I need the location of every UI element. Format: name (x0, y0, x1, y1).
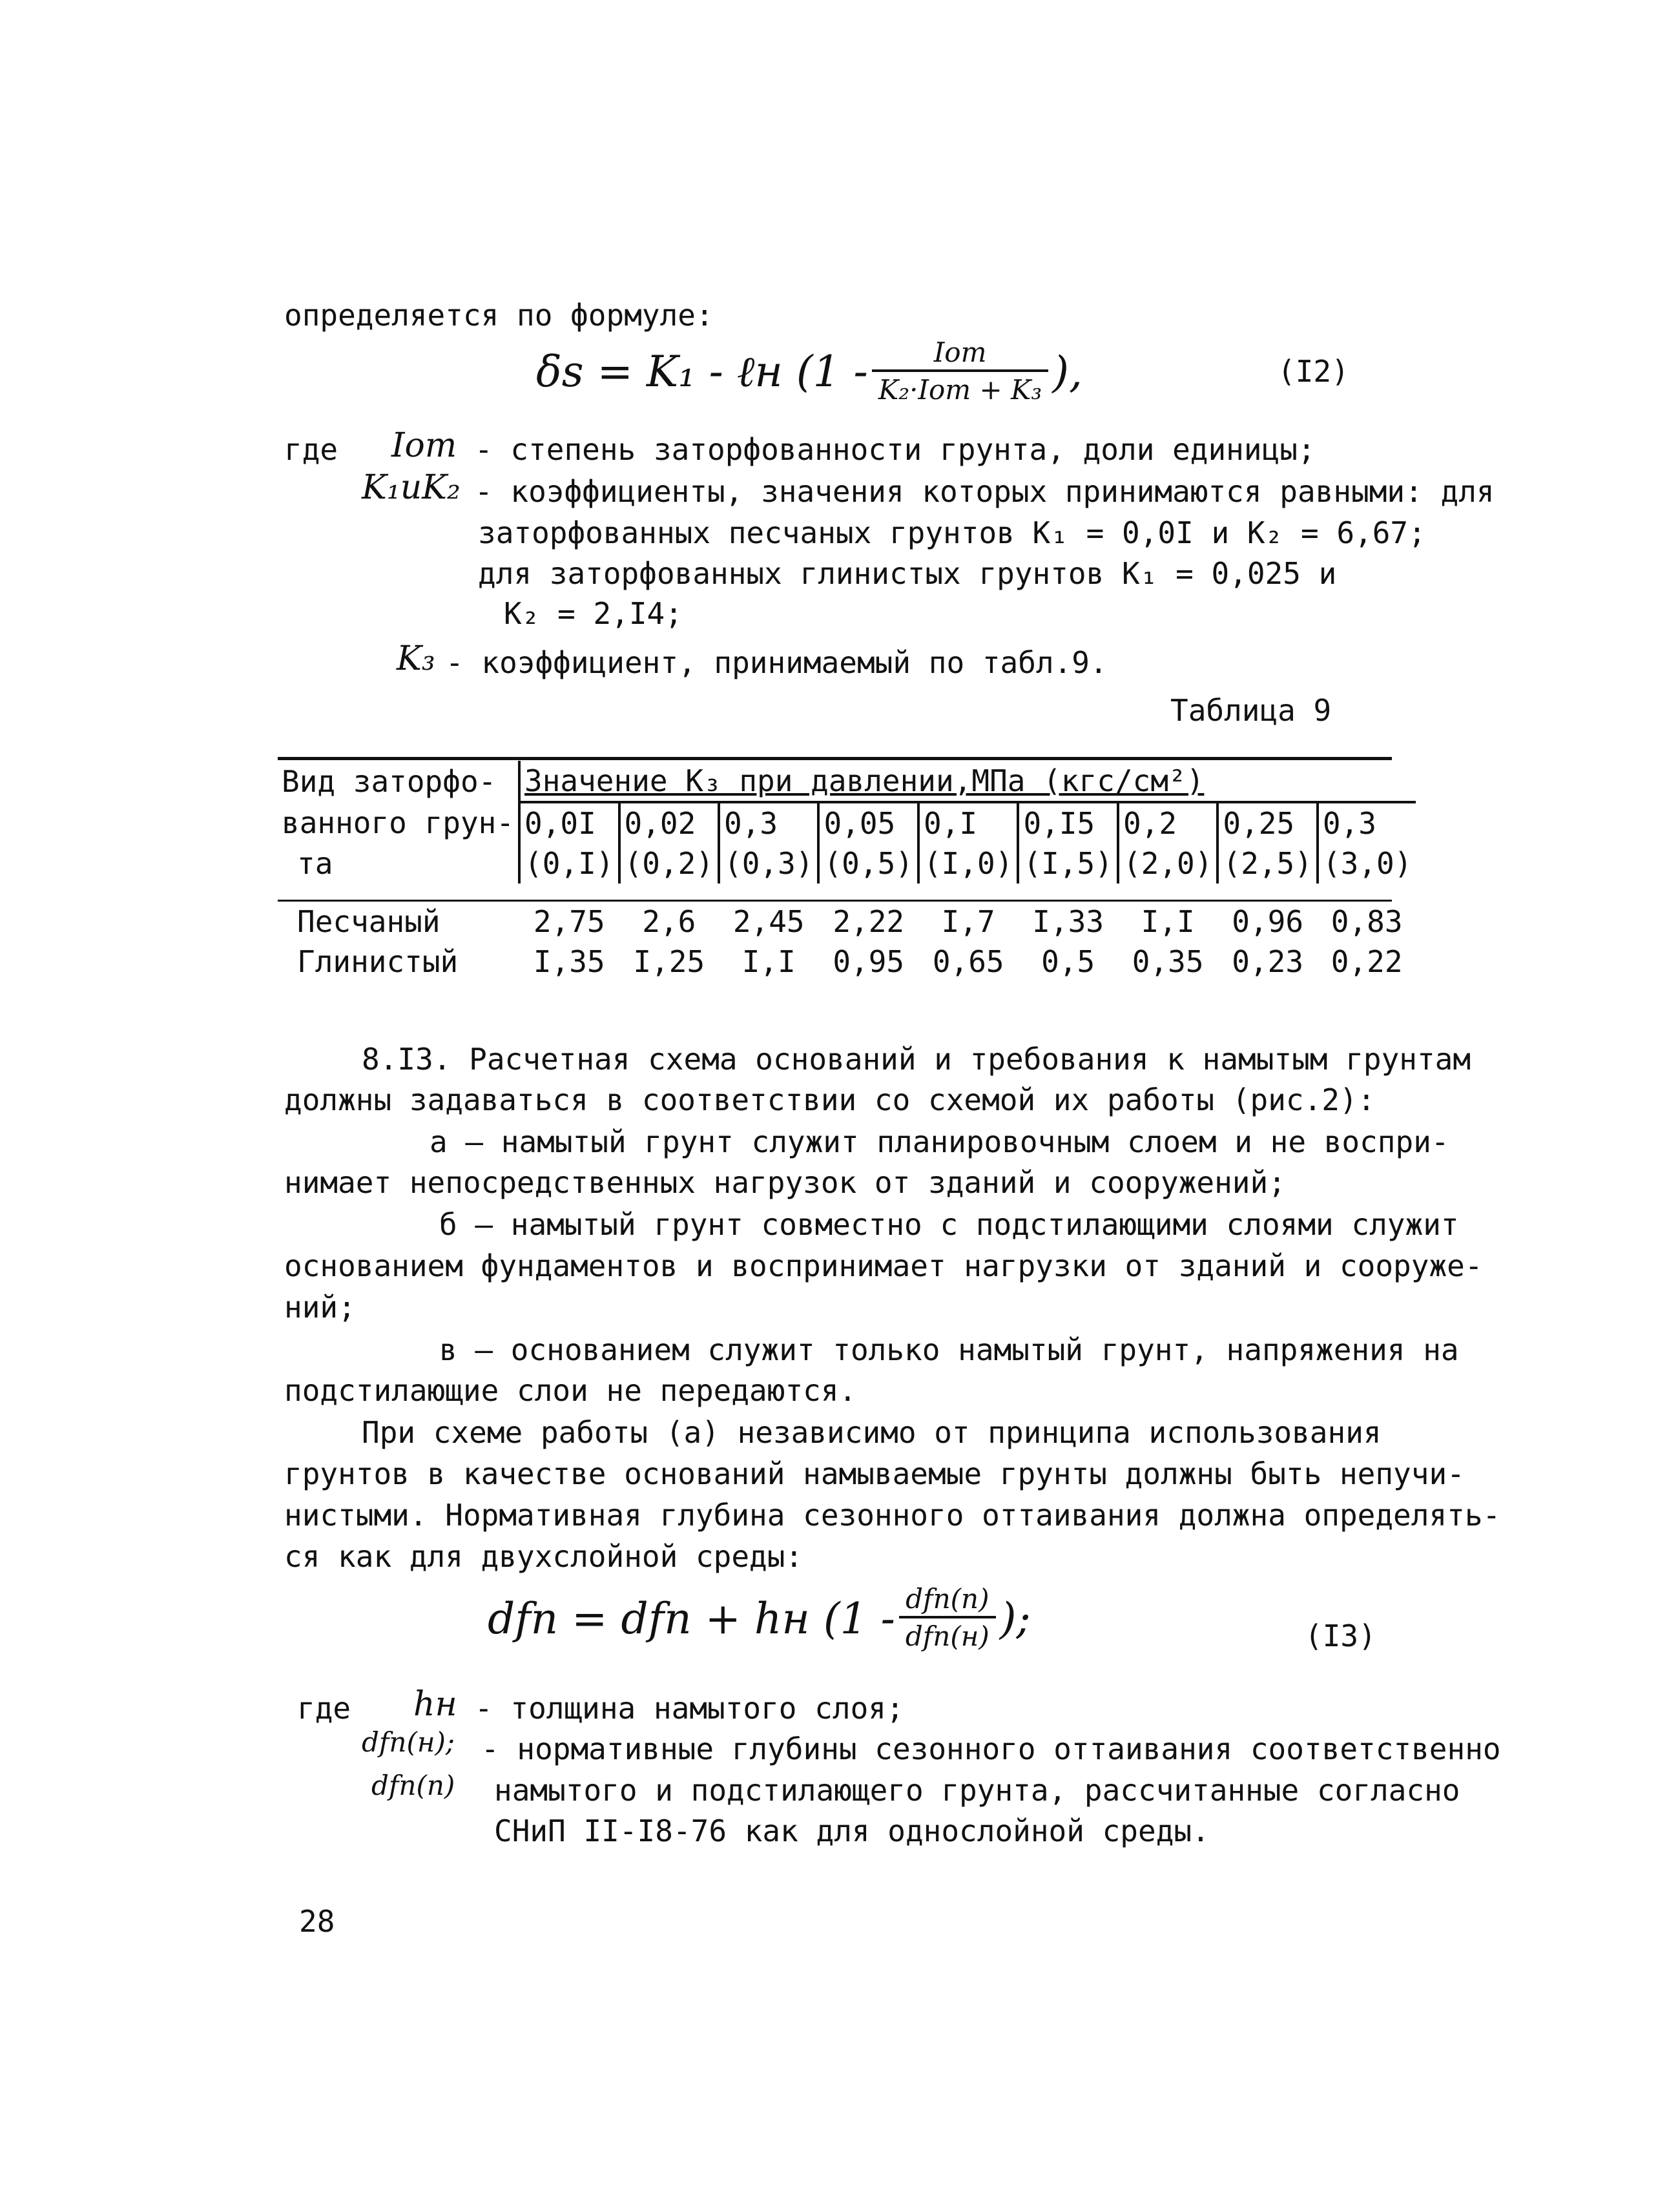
formula-12 (536, 336, 1082, 408)
paragraph-line: б – намытый грунт совместно с подстилающими слоями служит (439, 1207, 1459, 1242)
table-row (278, 843, 1416, 884)
k3-value: 2,22 (833, 904, 905, 939)
table-caption: Таблица 9 (1170, 693, 1332, 728)
paragraph-line: подстилающие слои не передаются. (284, 1373, 857, 1408)
pressure-kgs: (I,5) (1018, 843, 1117, 884)
def-text: - нормативные глубины сезонного оттаивания соответственно (481, 1731, 1501, 1766)
formula-12-lhs: δs = K₁ - ℓн (1 - (536, 347, 868, 397)
paragraph-line: в – основанием служит только намытый грунт, напряжения на (439, 1332, 1459, 1367)
pressure-kgs: (3,0) (1318, 843, 1416, 884)
intro-line: определяется по формуле: (284, 298, 714, 333)
pressure-header: Значение K₃ при давлении,МПа (кгс/см²) (519, 761, 1416, 802)
row-header-line: Вид заторфо- (282, 764, 497, 799)
k3-value: 0,23 (1232, 944, 1304, 979)
k3-value: I,I (741, 944, 796, 979)
paragraph-line: грунтов в качестве оснований намываемые грунты должны быть непучи- (284, 1456, 1465, 1491)
where-label: где (297, 1691, 351, 1726)
def-symbol: dfn(н); (362, 1726, 455, 1758)
pressure-mpa: 0,0I (519, 802, 619, 843)
k3-value: I,33 (1032, 904, 1104, 939)
k3-value: 0,35 (1132, 944, 1204, 979)
pressure-kgs: (2,0) (1118, 843, 1217, 884)
def-symbol: K₁иK₂ (362, 468, 461, 507)
def-text: - толщина намытого слоя; (475, 1691, 904, 1726)
paragraph-line: основанием фундаментов и воспринимает нагрузки от зданий и сооруже- (284, 1248, 1483, 1283)
paragraph-line: ний; (284, 1290, 356, 1325)
formula-13-tail: ); (999, 1593, 1031, 1644)
pressure-kgs: (I,0) (918, 843, 1018, 884)
paragraph-line: При схеме работы (а) независимо от принципа использования (362, 1415, 1382, 1450)
table-row (278, 761, 1416, 802)
k3-value: 0,96 (1232, 904, 1304, 939)
k3-value: 0,22 (1331, 944, 1403, 979)
pressure-mpa: 0,02 (619, 802, 719, 843)
k3-value: I,7 (941, 904, 995, 939)
k3-value: 0,65 (932, 944, 1004, 979)
formula-12-tail: ), (1052, 347, 1082, 397)
def-text: заторфованных песчаных грунтов K₁ = 0,0I и K₂ = 6,67; (478, 515, 1426, 550)
k3-table (278, 761, 1416, 982)
k3-value: I,25 (633, 944, 705, 979)
formula-12-denominator: K₂·Iот + K₃ (872, 369, 1048, 408)
k3-value: 2,45 (732, 904, 805, 939)
table-top-rule (278, 757, 1392, 760)
pressure-kgs: (0,2) (619, 843, 719, 884)
paragraph-line: 8.I3. Расчетная схема оснований и требования к намытым грунтам (362, 1042, 1471, 1077)
pressure-mpa: 0,3 (1318, 802, 1416, 843)
pressure-mpa: 0,05 (818, 802, 918, 843)
pressure-mpa: 0,I (918, 802, 1018, 843)
k3-value: 0,83 (1331, 904, 1403, 939)
def-text: - коэффициент, принимаемый по табл.9. (446, 645, 1108, 680)
k3-value: 0,5 (1041, 944, 1095, 979)
def-text: намытого и подстилающего грунта, рассчитанные согласно (494, 1773, 1460, 1808)
table-row (278, 902, 1416, 942)
pressure-kgs: (0,5) (818, 843, 918, 884)
paragraph-line: нимает непосредственных нагрузок от зданий и сооружений; (284, 1165, 1286, 1200)
def-text: - коэффициенты, значения которых принимаются равными: для (475, 474, 1495, 509)
pressure-kgs: (0,I) (519, 843, 619, 884)
def-text: K₂ = 2,I4; (504, 596, 683, 631)
k3-value: I,35 (533, 944, 605, 979)
def-symbol: K₃ (397, 639, 435, 678)
row-header-line: ванного грун- (282, 805, 515, 840)
soil-name: Глинистый (297, 944, 459, 979)
equation-number-12: (I2) (1278, 354, 1349, 389)
formula-13 (488, 1582, 1031, 1655)
formula-13-fraction (899, 1582, 996, 1655)
paragraph-line: должны задаваться в соответствии со схемой их работы (рис.2): (284, 1082, 1376, 1117)
k3-value: 0,95 (833, 944, 905, 979)
paragraph-line: ся как для двухслойной среды: (284, 1539, 803, 1574)
formula-12-numerator: Iот (933, 336, 987, 368)
def-symbol: hн (413, 1685, 457, 1724)
formula-13-numerator: dfn(п) (906, 1583, 989, 1615)
pressure-kgs: (2,5) (1217, 843, 1317, 884)
def-text: для заторфованных глинистых грунтов K₁ = 0,025 и (478, 556, 1337, 591)
paragraph-line: а – намытый грунт служит планировочным слоем и не воспри- (430, 1124, 1449, 1159)
k3-value: 2,6 (642, 904, 696, 939)
pressure-mpa: 0,2 (1118, 802, 1217, 843)
pressure-mpa: 0,I5 (1018, 802, 1117, 843)
def-symbol: Iот (391, 426, 457, 465)
formula-13-lhs: dfn = dfn + hн (1 - (488, 1593, 895, 1644)
k3-value: I,I (1141, 904, 1195, 939)
def-symbol: dfn(п) (371, 1770, 455, 1801)
pressure-mpa: 0,25 (1217, 802, 1317, 843)
formula-13-denominator: dfn(н) (899, 1616, 996, 1655)
pressure-kgs: (0,3) (719, 843, 818, 884)
def-text: - степень заторфованности грунта, доли единицы; (475, 432, 1316, 467)
k3-value: 2,75 (533, 904, 605, 939)
paragraph-line: нистыми. Нормативная глубина сезонного оттаивания должна определять- (284, 1498, 1501, 1533)
formula-12-fraction (872, 336, 1048, 408)
soil-name: Песчаный (297, 904, 440, 939)
def-text: СНиП II-I8-76 как для однослойной среды. (494, 1814, 1210, 1848)
where-label: где (284, 432, 338, 467)
table-row (278, 802, 1416, 843)
table-row (278, 942, 1416, 982)
equation-number-13: (I3) (1305, 1618, 1376, 1653)
page-number: 28 (299, 1904, 335, 1939)
pressure-mpa: 0,3 (719, 802, 818, 843)
row-header-line: та (297, 846, 333, 881)
